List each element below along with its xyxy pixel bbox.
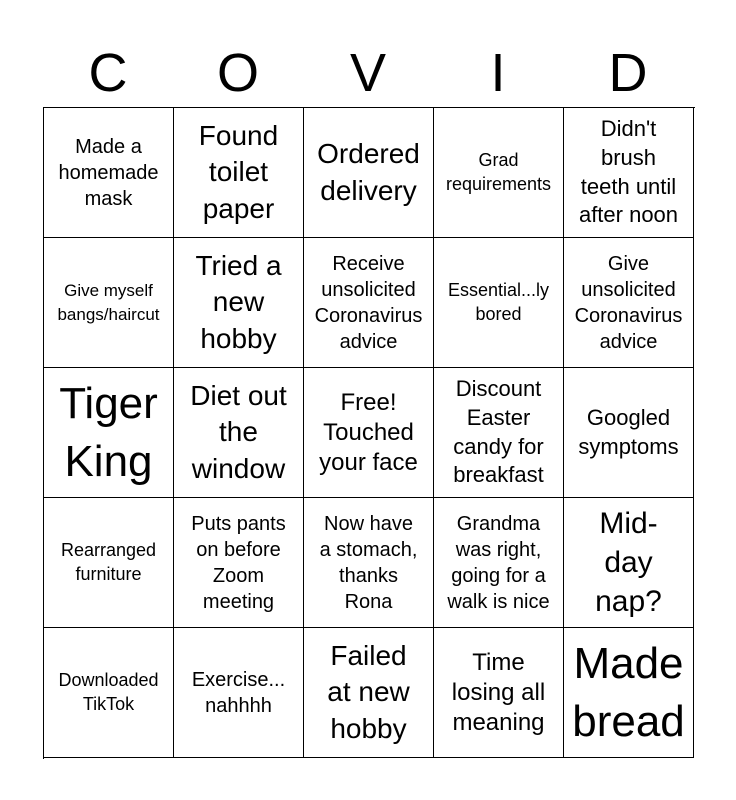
cell-text: Ordered delivery [317, 138, 420, 206]
cell-text: Tiger King [59, 379, 158, 486]
cell-text: Tried a new hobby [195, 249, 282, 354]
bingo-cell[interactable] [434, 628, 564, 758]
cell-text: Made a homemade mask [58, 135, 159, 210]
cell-text: Give myself bangs/haircut [57, 280, 160, 324]
cell-text: Grandma was right, going for a walk is nice [447, 512, 550, 613]
cell-text: Didn't brush teeth until after noon [578, 116, 679, 228]
cell-text: Exercise... nahhhh [191, 668, 286, 717]
bingo-cell[interactable] [564, 368, 694, 498]
bingo-cell[interactable] [434, 368, 564, 498]
bingo-cell[interactable] [304, 368, 434, 498]
bingo-cell[interactable] [434, 238, 564, 368]
cell-text: Give unsolicited Coronavirus advice [574, 252, 683, 353]
cell-text: Mid- day nap? [595, 507, 662, 618]
cell-text: Failed at new hobby [327, 639, 410, 744]
bingo-cell[interactable] [564, 498, 694, 628]
bingo-cell[interactable] [174, 498, 304, 628]
header-letter-c: C [88, 43, 128, 103]
header-letter-i: I [490, 43, 506, 103]
bingo-cell[interactable] [44, 498, 174, 628]
cell-text: Free! Touched your face [319, 388, 418, 476]
cell-text: Found toilet paper [198, 119, 279, 224]
bingo-cell[interactable] [434, 108, 564, 238]
cell-text: Diet out the window [190, 379, 287, 484]
bingo-cell[interactable] [304, 238, 434, 368]
bingo-header [43, 40, 693, 106]
bingo-cell[interactable] [564, 108, 694, 238]
bingo-cell[interactable] [564, 628, 694, 758]
cell-text: Receive unsolicited Coronavirus advice [314, 252, 423, 353]
cell-text: Made bread [572, 639, 685, 746]
bingo-cell[interactable] [174, 628, 304, 758]
header-letter-v: V [349, 43, 387, 103]
bingo-cell[interactable] [174, 368, 304, 498]
bingo-cell[interactable] [304, 108, 434, 238]
bingo-board [43, 107, 695, 759]
cell-text: Downloaded TikTok [58, 670, 159, 714]
bingo-cell[interactable] [564, 238, 694, 368]
bingo-cell[interactable] [174, 108, 304, 238]
bingo-cell[interactable] [44, 368, 174, 498]
cell-text: Now have a stomach, thanks Rona [319, 512, 418, 613]
bingo-cell[interactable] [434, 498, 564, 628]
cell-text: Googled symptoms [578, 404, 679, 459]
cell-text: Puts pants on before Zoom meeting [191, 512, 286, 613]
cell-text: Discount Easter candy for breakfast [453, 376, 544, 488]
cell-text: Time losing all meaning [451, 648, 546, 736]
bingo-cell[interactable] [44, 238, 174, 368]
bingo-cell[interactable] [44, 628, 174, 758]
cell-text: Essential...ly bored [447, 280, 550, 324]
bingo-cell[interactable] [304, 498, 434, 628]
cell-text: Rearranged furniture [60, 540, 157, 584]
bingo-cell[interactable] [44, 108, 174, 238]
bingo-cell[interactable] [174, 238, 304, 368]
header-letter-d: D [608, 43, 648, 103]
header-letter-o: O [216, 43, 259, 103]
bingo-cell[interactable] [304, 628, 434, 758]
cell-text: Grad requirements [445, 150, 552, 194]
